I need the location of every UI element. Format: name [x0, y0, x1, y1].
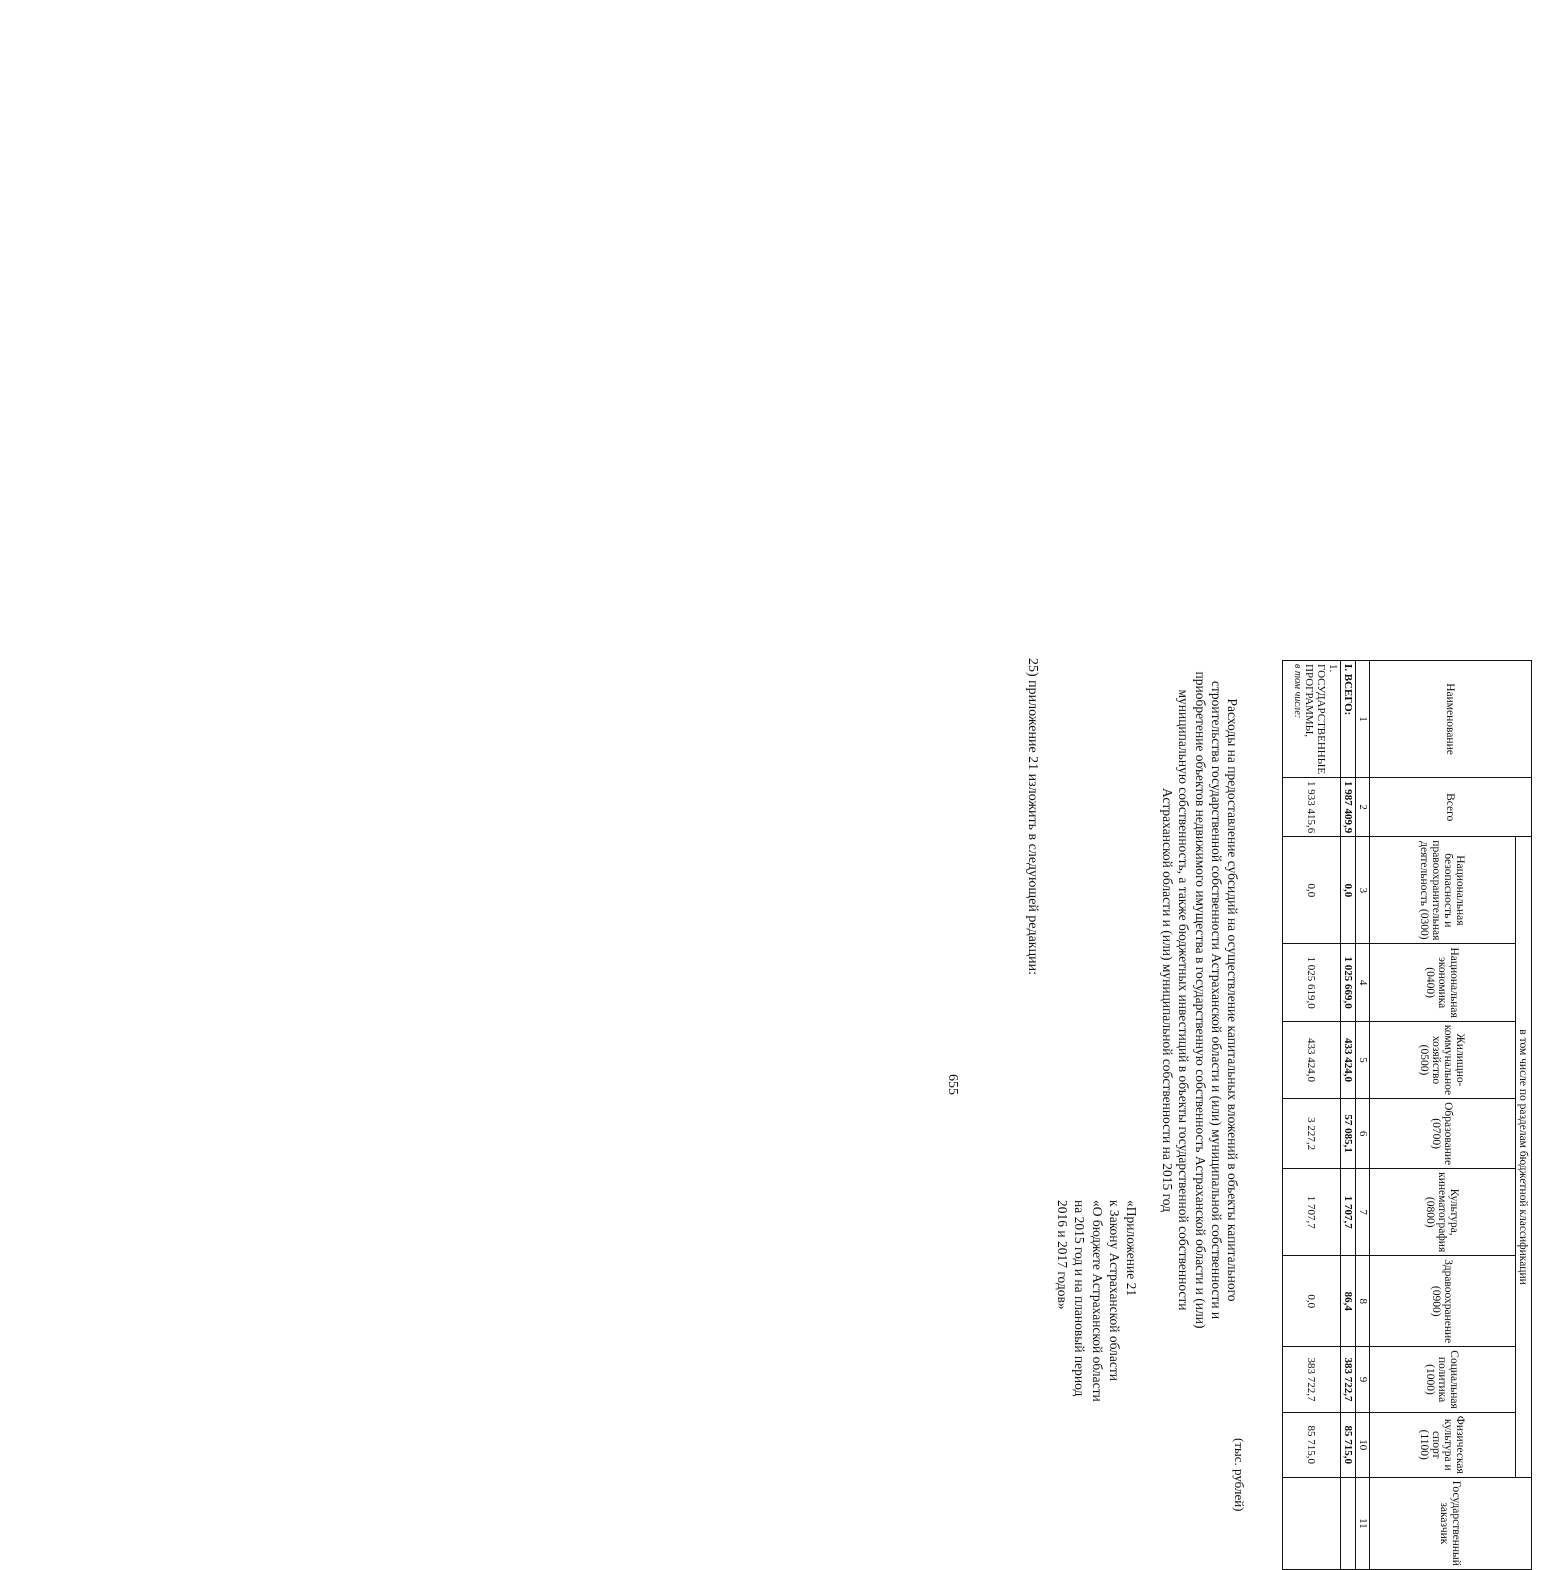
- cell-value: 1 025 619,0: [1283, 944, 1341, 1021]
- page-number: 655: [945, 1074, 960, 1095]
- column-number: 6: [1356, 1099, 1370, 1169]
- cell-total: 1 933 415,6: [1283, 778, 1341, 837]
- cell-value: 3 227,2: [1283, 1099, 1341, 1169]
- table-row-programs: [1283, 661, 1341, 1570]
- page-canvas: [640, 658, 1545, 1566]
- cell-value: 86,4: [1341, 1256, 1356, 1347]
- cell-value: 383 722,7: [1283, 1347, 1341, 1412]
- header-section: Национальная безопасность и правоохранительная деятельность (0300): [1370, 837, 1516, 944]
- header-section: Национальная экономика (0400): [1370, 944, 1516, 1021]
- cell-value: 1 707,7: [1283, 1169, 1341, 1256]
- cell-value: 0,0: [1341, 837, 1356, 944]
- amendment-line: 25) приложение 21 изложить в следующей редакции:: [1025, 658, 1040, 975]
- header-total: Всего: [1370, 778, 1532, 837]
- row-note: в том числе:: [1292, 664, 1303, 719]
- column-number: 10: [1356, 1412, 1370, 1477]
- header-section: Образование (0700): [1370, 1099, 1516, 1169]
- column-number: 5: [1356, 1021, 1370, 1098]
- units-label: (тыс. рублей): [1232, 1438, 1247, 1512]
- header-section: Здравоохранение (0900): [1370, 1256, 1516, 1347]
- header-group: в том числе по разделам бюджетной классификации: [1516, 837, 1532, 1477]
- appendix-header: [1054, 1200, 1140, 1540]
- appendix-line: 2016 и 2017 годов»: [1055, 1200, 1071, 1310]
- row-name-cell: [1283, 661, 1341, 778]
- column-number: 11: [1356, 1477, 1370, 1569]
- column-number: 2: [1356, 778, 1370, 837]
- column-number: 7: [1356, 1169, 1370, 1256]
- header-customer: Государственный заказчик: [1370, 1477, 1532, 1569]
- cell-value: 433 424,0: [1341, 1021, 1356, 1098]
- header-section: Физическая культура и спорт (1100): [1370, 1412, 1516, 1477]
- appendix-line: на 2015 год и на плановый период: [1072, 1200, 1088, 1397]
- cell-value: 383 722,7: [1341, 1347, 1356, 1412]
- cell-value: 0,0: [1283, 837, 1341, 944]
- cell-value: 57 085,1: [1341, 1099, 1356, 1169]
- table-row-total: [1341, 661, 1356, 1570]
- appendix-line: «О бюджете Астраханской области: [1089, 1200, 1105, 1402]
- column-number-row: [1356, 661, 1370, 1570]
- cell-value: 85 715,0: [1341, 1412, 1356, 1477]
- cell-customer: [1341, 1477, 1356, 1569]
- row-name: I. ВСЕГО:: [1341, 661, 1356, 778]
- column-number: 9: [1356, 1347, 1370, 1412]
- header-section: Социальная политика (1000): [1370, 1347, 1516, 1412]
- column-number: 8: [1356, 1256, 1370, 1347]
- document-title: Расходы на предоставление субсидий на осуществление капитальных вложений в объекты капитального строительства государственной собственности Астраханской области и (или) муниципальной собственности и приобретение объектов недвижимого имущества в государственную собственность Астраханской области и (или) муниципальную собственность, а также бюджетных инвестиций в объекты государственной собственности Астраханской области и (или) муниципальной собственности на 2015 год: [1160, 671, 1240, 1329]
- column-number: 3: [1356, 837, 1370, 944]
- header-section: Жилищно-коммунальное хозяйство (0500): [1370, 1021, 1516, 1098]
- appendix-line: к Закону Астраханской области: [1106, 1200, 1122, 1382]
- header-row-1: [1516, 661, 1532, 1570]
- cell-value: 1 707,7: [1341, 1169, 1356, 1256]
- cell-total: 1 987 409,9: [1341, 778, 1356, 837]
- cell-value: 433 424,0: [1283, 1021, 1341, 1098]
- header-name: Наименование: [1370, 661, 1532, 778]
- header-section: Культура, кинематография (0800): [1370, 1169, 1516, 1256]
- cell-customer: [1283, 1477, 1341, 1569]
- cell-value: 1 025 669,0: [1341, 944, 1356, 1021]
- document-sheet: [905, 640, 1545, 1566]
- column-number: 4: [1356, 944, 1370, 1021]
- column-number: 1: [1356, 661, 1370, 778]
- expenditure-table: [1282, 660, 1532, 1570]
- row-name: 1. ГОСУДАРСТВЕННЫЕ ПРОГРАММЫ,: [1303, 664, 1339, 775]
- appendix-line: «Приложение 21: [1124, 1200, 1139, 1297]
- cell-value: 85 715,0: [1283, 1412, 1341, 1477]
- cell-value: 0,0: [1283, 1256, 1341, 1347]
